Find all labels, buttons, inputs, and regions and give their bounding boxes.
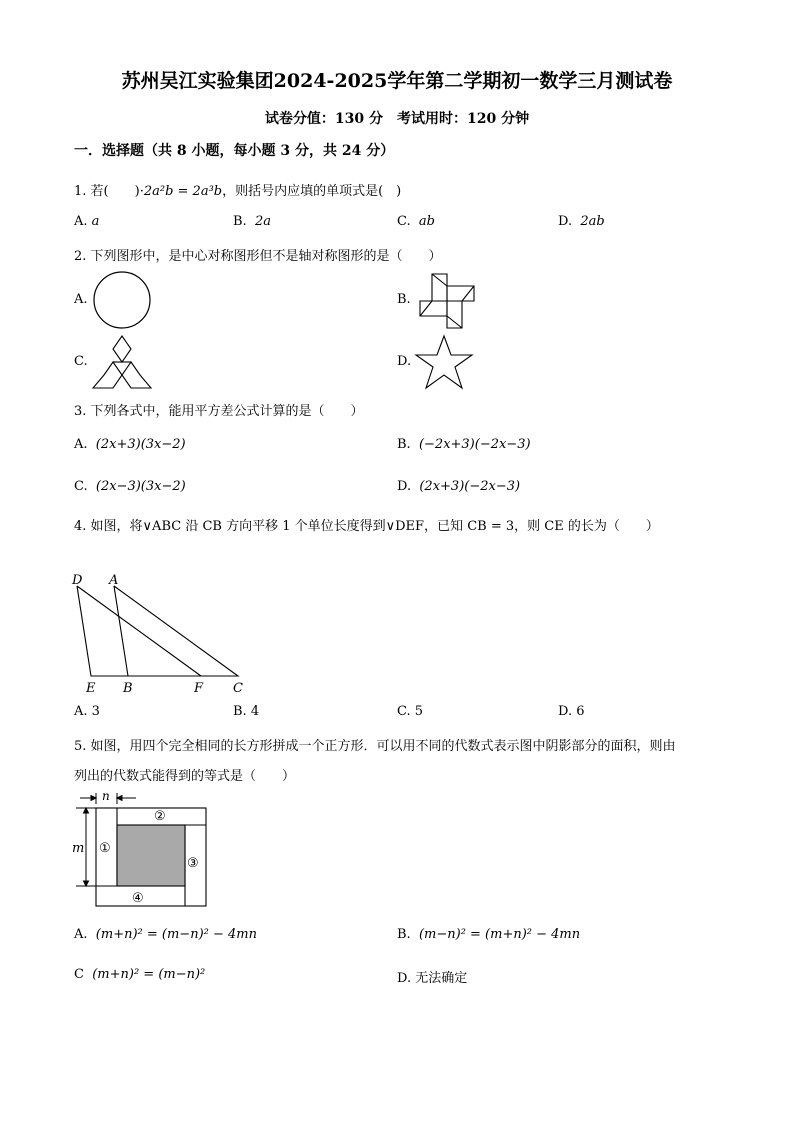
question-3: 3. 下列各式中，能用平方差公式计算的是（ ） [74,404,364,419]
q3-option-b: B. (−2x+3)(−2x−3) [397,437,531,452]
pinwheel-figure [416,270,478,332]
q1-option-a: A. a [74,214,100,229]
label-B: B [123,681,133,696]
question-1 [74,180,401,199]
shaded-square [117,825,185,886]
q5-option-a: A. (m+n)² = (m−n)² − 4mn [74,927,257,942]
label-m: m [72,841,85,856]
page-title: 苏州吴江实验集团2024-2025学年第二学期初一数学三月测试卷 [121,70,673,92]
label-n: n [102,789,110,803]
q2-option-b-letter: B. [397,292,411,307]
star-figure [414,334,474,390]
section-heading: 一．选择题（共 8 小题，每小题 3 分，共 24 分） [74,143,395,159]
q4-option-d: D. 6 [558,704,585,719]
q1-blank: ( ) [103,184,140,199]
q1-suffix: ，则括号内应填的单项式是( ) [222,184,402,199]
q1-option-d: D. 2ab [558,214,605,229]
label-C: C [233,681,243,696]
label-A: A [109,573,119,588]
q3-option-a: A. (2x+3)(3x−2) [74,437,186,452]
q4-option-a: A. 3 [74,704,100,719]
question-5-line-2: 列出的代数式能得到的等式是（ ） [74,769,296,784]
question-4: 4. 如图，将∨ABC 沿 CB 方向平移 1 个单位长度得到∨DEF，已知 CB = 3，则 CE 的长为（ ） [74,519,659,534]
circle-figure [92,270,152,330]
q3-option-c: C. (2x−3)(3x−2) [74,479,186,494]
label-E: E [86,681,96,696]
q4-option-c: C. 5 [397,704,424,719]
q1-prefix: 1. 若 [74,184,104,199]
q2-option-a-letter: A. [74,292,88,307]
label-rect-2: ② [154,809,166,824]
triangle-translation-figure [68,568,258,696]
q1-option-c: C. ab [397,214,435,229]
square-rectangles-figure [72,790,212,912]
q1-option-b: B. 2a [233,214,271,229]
label-rect-4: ④ [132,891,144,906]
label-rect-1: ① [99,841,111,856]
q2-option-d-letter: D. [397,354,412,369]
q5-option-c: C (m+n)² = (m−n)² [74,967,206,982]
label-F: F [194,681,204,696]
label-rect-3: ③ [187,856,199,871]
q1-math: ·2a²b = 2a³b [139,184,223,199]
exam-info: 试卷分值：130 分 考试用时：120 分钟 [264,111,530,127]
q2-option-c-letter: C. [74,354,88,369]
q4-option-b: B. 4 [233,704,260,719]
q5-option-b: B. (m−n)² = (m+n)² − 4mn [397,927,581,942]
label-D: D [72,573,83,588]
question-5-line-1: 5. 如图，用四个完全相同的长方形拼成一个正方形．可以用不同的代数式表示图中阴影部分的面积，则由 [74,739,676,754]
q3-option-d: D. (2x+3)(−2x−3) [397,479,521,494]
question-2: 2. 下列图形中，是中心对称图形但不是轴对称图形的是（ ） [74,249,442,264]
three-diamond-figure [92,334,152,390]
q5-option-d: D. 无法确定 [397,971,468,986]
